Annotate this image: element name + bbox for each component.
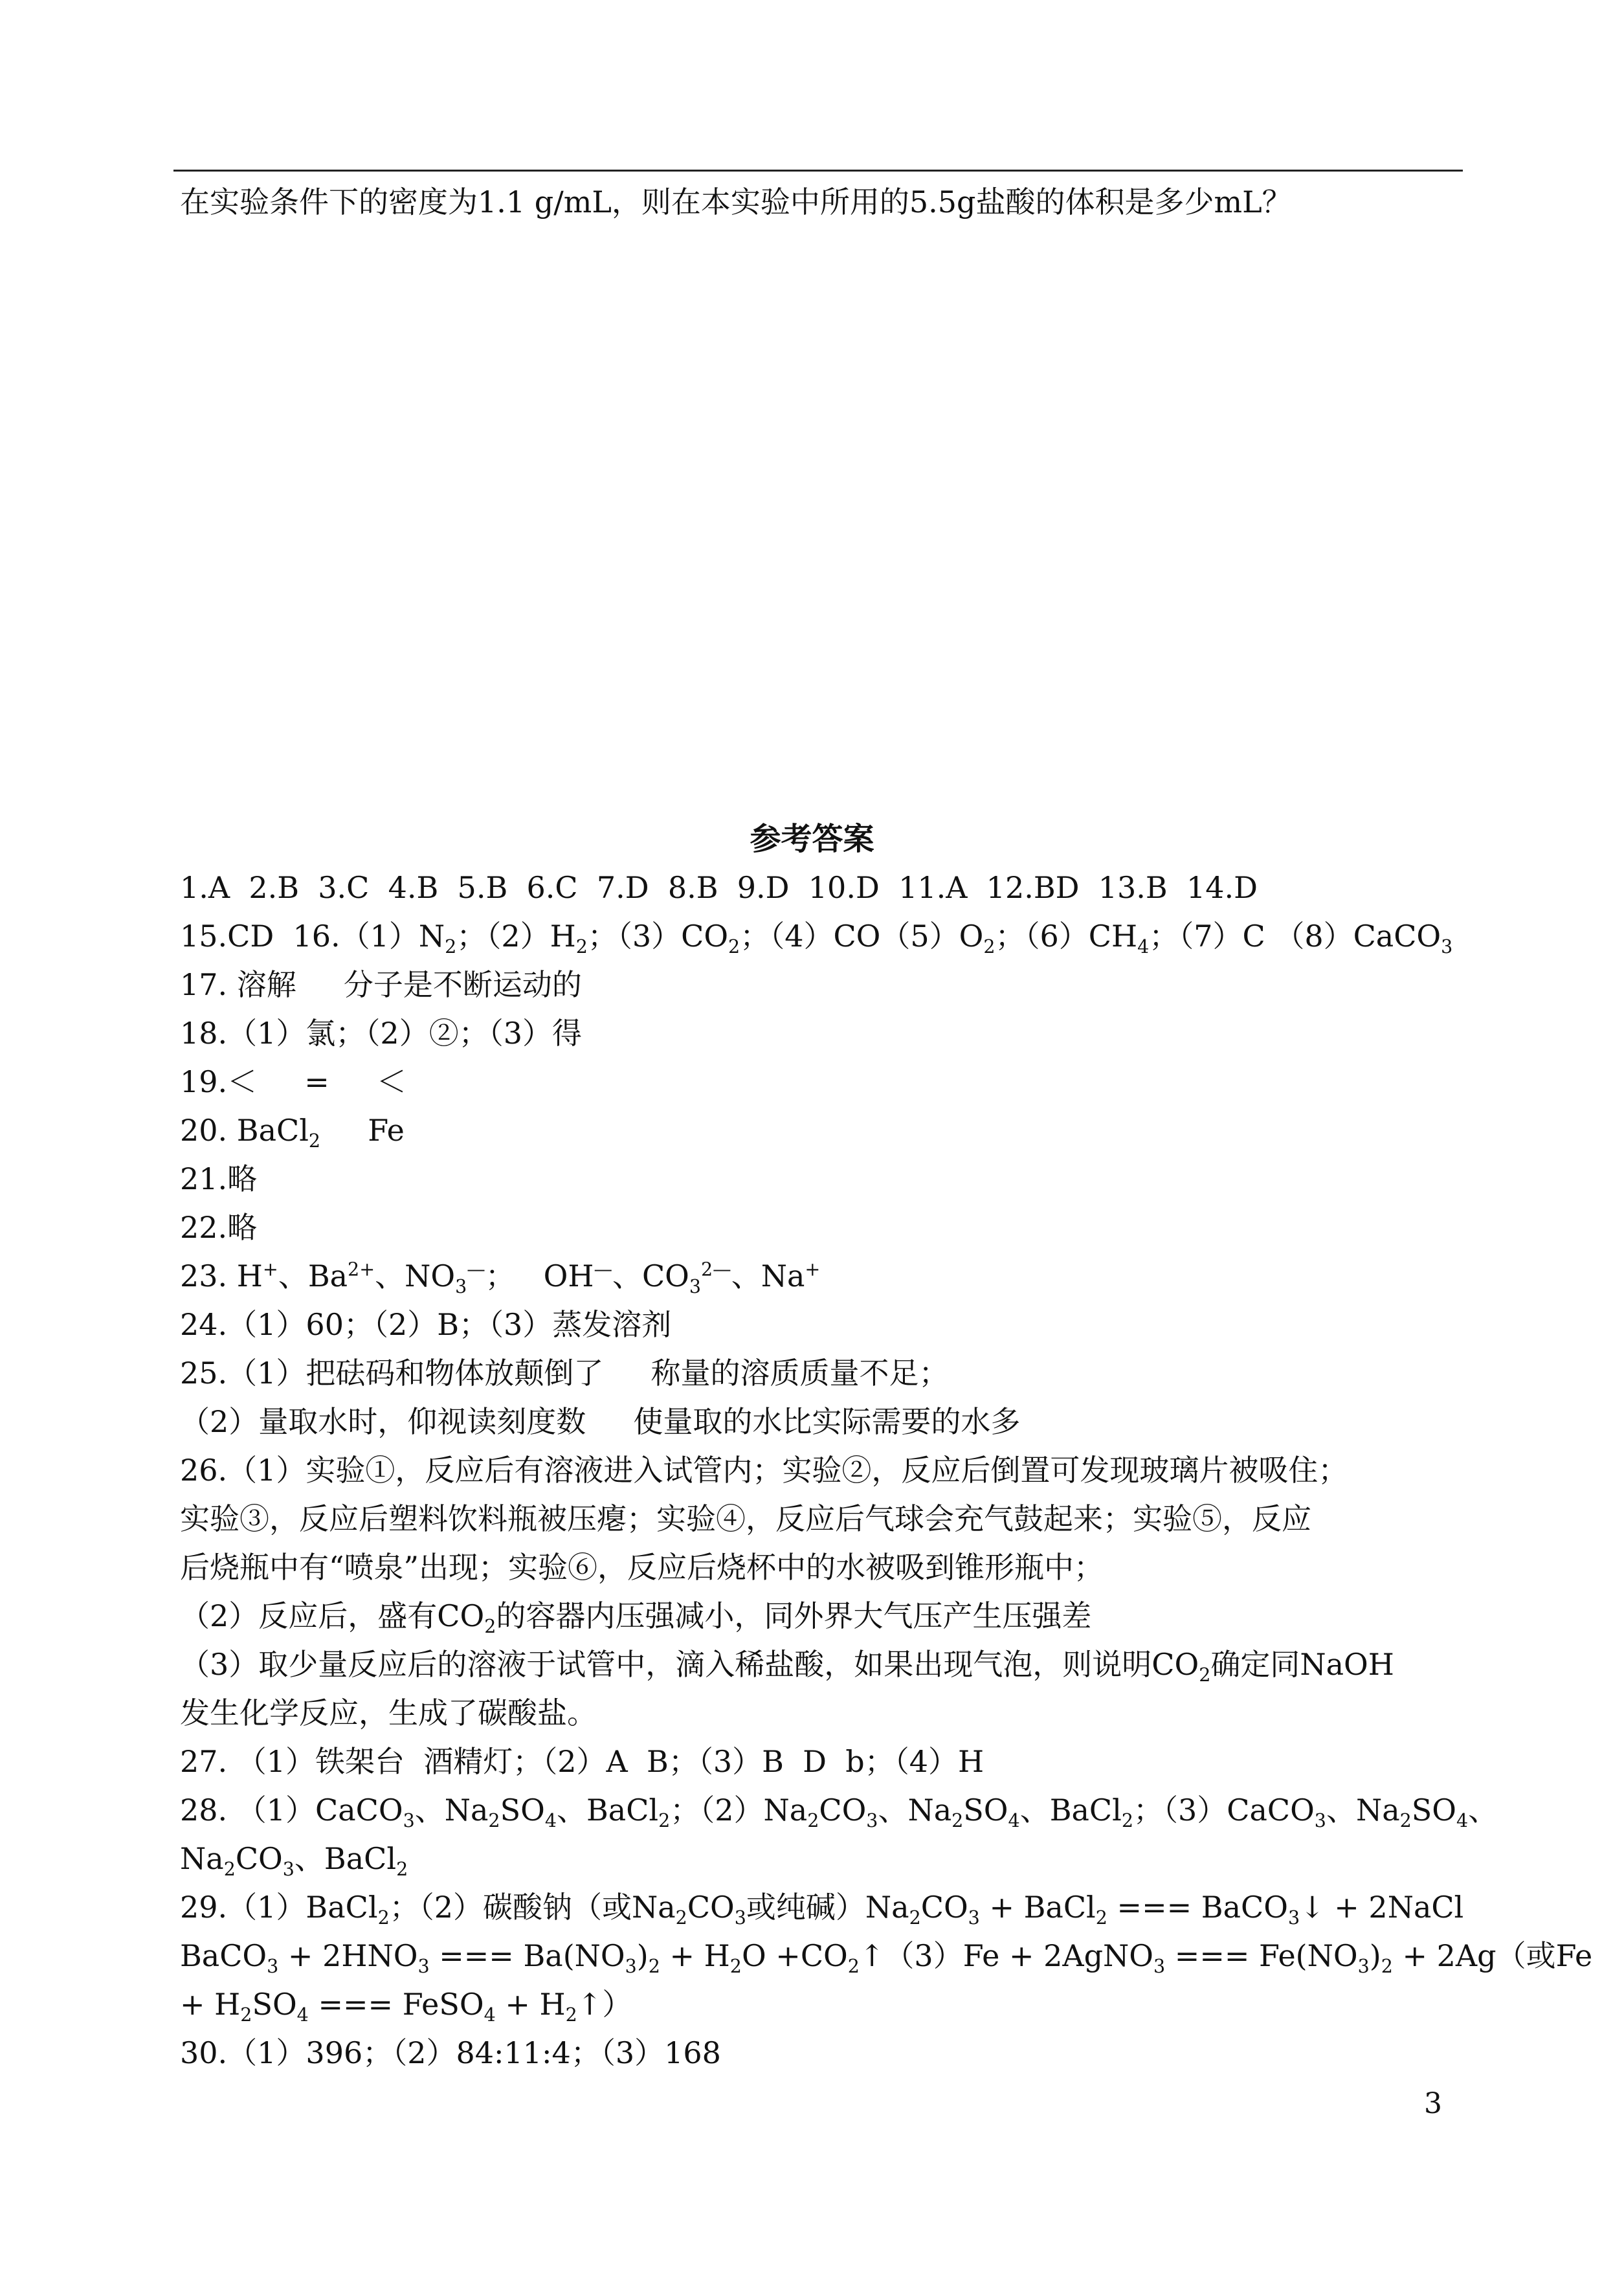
answer-line-26d: （2）反应后，盛有$CO_2$的容器内压强减小，同外界大气压产生压强差 — [180, 1598, 1092, 1638]
answer-line-30: 30.（1）396；（2）84:11:4；（3）168 — [180, 2035, 721, 2070]
answer-line-18: 18.（1）氯；（2）②；（3）得 — [180, 1016, 582, 1051]
question-tail: 在实验条件下的密度为1.1 g/mL，则在本实验中所用的5.5g盐酸的体积是多少mL？ — [180, 185, 1292, 219]
answer-line-17: 17. 溶解 分子是不断运动的 — [180, 967, 582, 1002]
answer-line-26e: （3）取少量反应后的溶液于试管中，滴入稀盐酸，如果出现气泡，则说明$CO_2$确定同NaOH — [180, 1647, 1394, 1686]
answer-line-29b: BaCO$_3$ + $2HNO_3$ === $Ba(NO_3)_2 + H_2O$ $+CO_2↑(3)Fe$ + 2AgNO$_3$ === $Fe(NO_3)_2 + 2Ag$（或Fe — [180, 1938, 1593, 1978]
answer-line-29a: 29.（1）BaCl$_2$；（2）碳酸钠（或$Na_2CO_3$或纯碱）$Na_2CO_3$ + BaCl$_2$ === BaCO$_3$↓ + 2NaCl — [180, 1890, 1464, 1929]
answer-line-28a: 28. （1）CaCO$_3$、$Na_2SO_4$、BaCl$_2$；$(2)Na_2CO_3$、$Na_2SO_4$、BaCl$_2$；（3）CaCO$_3$、$Na_2SO_4$、 — [180, 1793, 1498, 1832]
answer-line-19: 19.＜ = ＜ — [180, 1064, 406, 1099]
answer-line-15: 15.CD $16.(1)N_2$；$(2)H_2$；$(3)CO_2$；$(4)CO(5)O_2$；$(6)CH_4$；（7）C （8）CaCO$_3$ — [180, 919, 1453, 958]
answer-line-29c: + $H_2SO_4$ === FeSO$_4$ + $H_2↑$） — [180, 1987, 632, 2026]
answer-line-22: 22.略 — [180, 1210, 258, 1245]
answer-line-20: 20. BaCl$_2$ Fe — [180, 1113, 405, 1152]
page-number: 3 — [1424, 2087, 1442, 2120]
answer-line-25b: （2）量取水时，仰视读刻度数 使量取的水比实际需要的水多 — [180, 1404, 1021, 1439]
answer-title: 参考答案 — [750, 821, 874, 857]
answer-line-26a: 26.（1）实验①，反应后有溶液进入试管内；实验②，反应后倒置可发现玻璃片被吸住； — [180, 1453, 1348, 1488]
answer-line-26c: 后烧瓶中有“喷泉”出现；实验⑥，反应后烧杯中的水被吸到锥形瓶中； — [180, 1550, 1104, 1585]
answer-line-26f: 发生化学反应，生成了碳酸盐。 — [180, 1695, 597, 1730]
answer-line-28b: $Na_2CO_3$、BaCl$_2$ — [180, 1841, 408, 1881]
answer-line-23: 23. H+、$Ba^{2+}$、$NO_3^—$； OH—、$CO_3^{2—}$、Na+ — [180, 1258, 821, 1298]
header-rule — [173, 170, 1463, 172]
answer-line-1: 1.A 2.B 3.C 4.B 5.B 6.C 7.D 8.B 9.D 10.D 11.A 12.BD 13.B 14.D — [180, 870, 1258, 905]
answer-line-21: 21.略 — [180, 1161, 258, 1196]
answer-line-25a: 25.（1）把砝码和物体放颠倒了 称量的溶质质量不足； — [180, 1356, 949, 1391]
answer-line-24: 24.（1）60；（2）B；（3）蒸发溶剂 — [180, 1307, 672, 1342]
answer-line-26b: 实验③，反应后塑料饮料瓶被压瘪；实验④，反应后气球会充气鼓起来；实验⑤，反应 — [180, 1501, 1311, 1536]
answer-line-27: 27. （1）铁架台 酒精灯；（2）A B；（3）B D b；（4）H — [180, 1744, 984, 1779]
